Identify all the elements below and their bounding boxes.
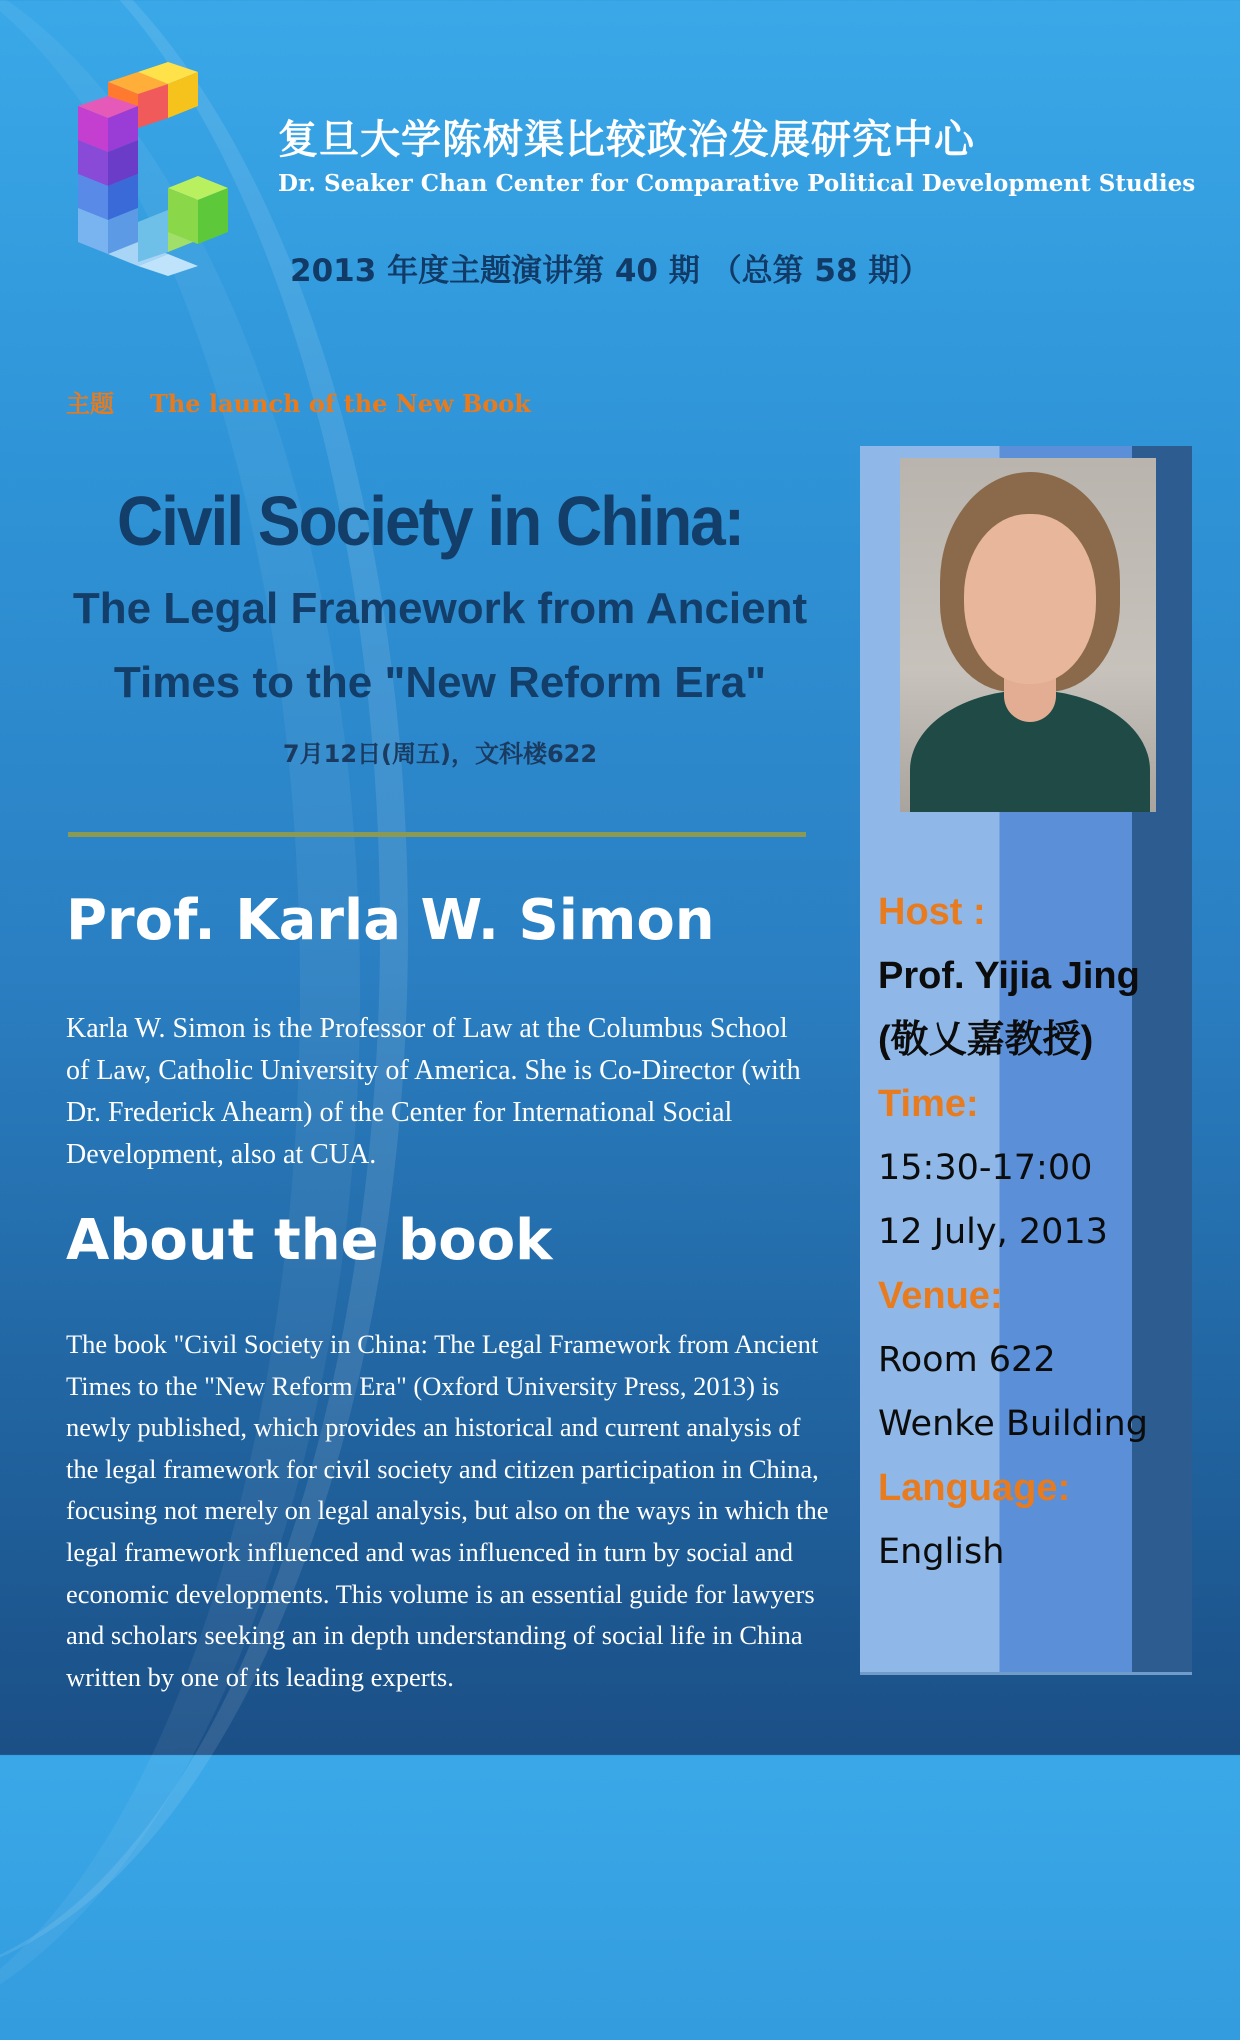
about-heading: About the book <box>66 1208 553 1273</box>
venue-building: Wenke Building <box>878 1404 1148 1444</box>
topic-text: The launch of the New Book <box>150 389 531 418</box>
talk-subtitle-line2: Times to the "New Reform Era" <box>113 658 767 707</box>
event-details <box>878 880 1198 1584</box>
time-label: Time: <box>878 1083 979 1125</box>
host-name: Prof. Yijia Jing <box>878 955 1140 997</box>
center-name-en: Dr. Seaker Chan Center for Comparative Political Development Studies <box>278 170 1196 197</box>
lecture-issue: 2013 年度主题演讲第 40 期 （总第 58 期） <box>290 253 931 289</box>
center-name-cn: 复旦大学陈树渠比较政治发展研究中心 <box>278 117 975 163</box>
topic-label: 主题 <box>66 390 114 418</box>
host-label: Host : <box>878 891 986 933</box>
date-value: 12 July, 2013 <box>878 1212 1108 1252</box>
time-value: 15:30-17:00 <box>878 1148 1093 1188</box>
about-text: The book "Civil Society in China: The Legal Framework from Ancient Times to the "New Reform Era" (Oxford University Press, 2013) is newly published, which provides an historical and current analysis of the legal framework for civil society and citizen participation in China, focusing not merely on legal analysis, but also on the ways in which the legal framework influenced and was influenced in turn by social and economic developments. This volume is an essential guide for lawyers and scholars seeking an in depth understanding of social life in China written by one of its leading experts. <box>66 1329 829 1692</box>
talk-title: Civil Society in China: <box>116 482 744 560</box>
venue-room: Room 622 <box>878 1340 1056 1380</box>
speaker-bio: Karla W. Simon is the Professor of Law at the Columbus School of Law, Catholic University of America. She is Co-Director (with Dr. Frederick Ahearn) of the Center for International Social Development, also at CUA. <box>66 1013 801 1170</box>
talk-date-place: 7月12日(周五)，文科楼622 <box>282 740 598 768</box>
language-value: English <box>878 1532 1005 1572</box>
speaker-photo <box>900 458 1156 812</box>
section-divider <box>68 832 806 837</box>
talk-subtitle-line1: The Legal Framework from Ancient <box>72 584 808 633</box>
host-name-cn: (敬乂嘉教授) <box>878 1019 1094 1061</box>
talk-subtitle <box>60 572 820 720</box>
center-logo-icon <box>68 62 248 302</box>
language-label: Language: <box>878 1467 1071 1509</box>
venue-label: Venue: <box>878 1275 1003 1317</box>
topic-line <box>66 384 531 419</box>
speaker-name: Prof. Karla W. Simon <box>66 888 715 953</box>
